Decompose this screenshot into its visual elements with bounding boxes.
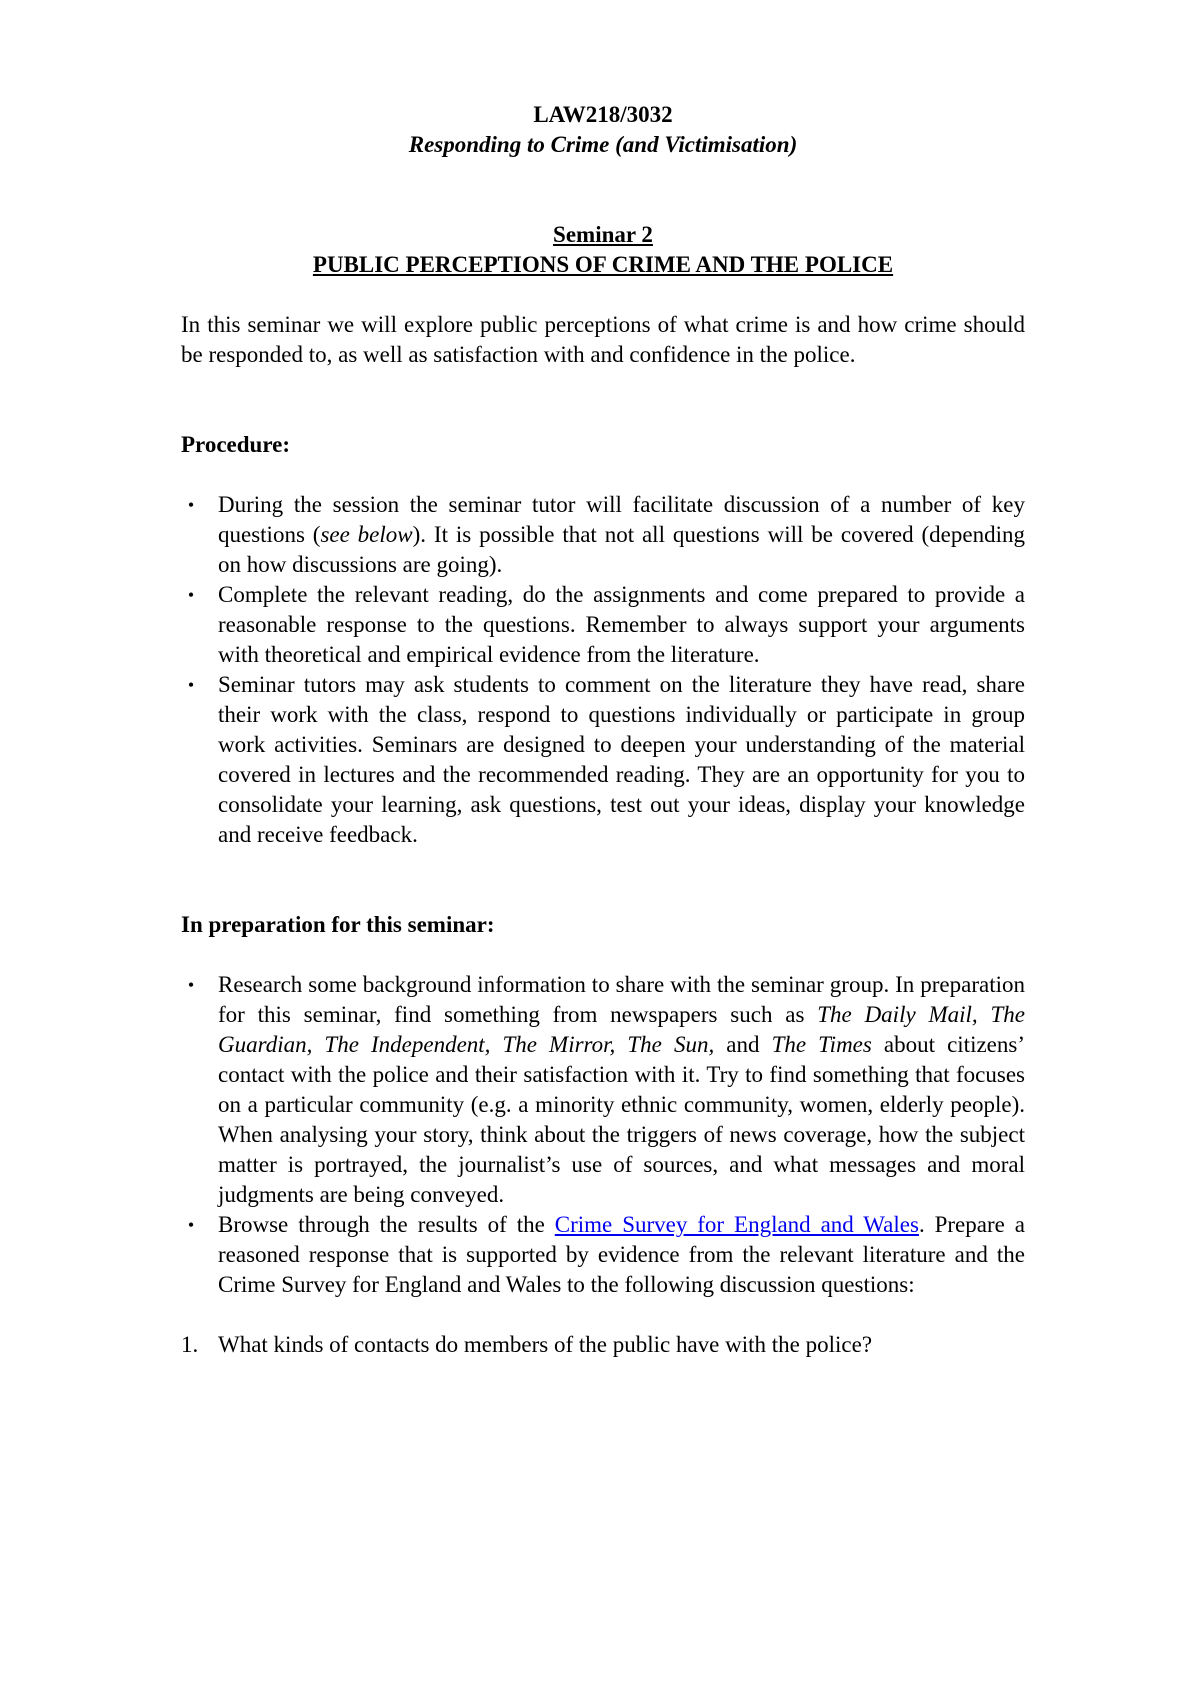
preparation-item-1-text-a: Research some background information to share with the seminar group. In preparation for this seminar, find something from newspapers such as bbox=[218, 972, 1025, 1027]
seminar-number: Seminar 2 bbox=[553, 222, 653, 247]
procedure-heading: Procedure: bbox=[181, 432, 291, 457]
document-page bbox=[181, 100, 1025, 1360]
preparation-item-1-text-b: about citizens’ contact with the police and their satisfaction with it. Try to find something that focuses on a particular community (e.g. a minority ethnic community, women, elderly people). When analysing your story, think about the triggers of news coverage, how the subject matter is portrayed, the journalist’s use of sources, and what messages and moral judgments are being conveyed. bbox=[218, 1032, 1025, 1207]
bullet-icon: • bbox=[187, 585, 195, 605]
procedure-list bbox=[181, 490, 1025, 850]
bullet-icon: • bbox=[187, 975, 195, 995]
bullet-icon: • bbox=[187, 1215, 195, 1235]
preparation-list bbox=[181, 970, 1025, 1300]
discussion-questions bbox=[181, 1330, 1025, 1360]
bullet-icon: • bbox=[187, 495, 195, 515]
preparation-item-2-text-a: Browse through the results of the bbox=[218, 1212, 555, 1237]
course-title: Responding to Crime (and Victimisation) bbox=[408, 132, 798, 157]
question-number: 1. bbox=[181, 1332, 199, 1357]
procedure-item bbox=[181, 670, 1025, 850]
preparation-item-1-and: and bbox=[714, 1032, 772, 1057]
procedure-item-1-italic: see below bbox=[320, 522, 413, 547]
intro-paragraph: In this seminar we will explore public perceptions of what crime is and how crime should be responded to, as well as satisfaction with and confidence in the police. bbox=[181, 312, 1025, 367]
course-code: LAW218/3032 bbox=[533, 102, 673, 127]
procedure-item-1-text-a: During the session the seminar tutor will facilitate discussion of a number of key questions ( bbox=[218, 492, 1025, 547]
procedure-item-1-text-b: ). It is possible that not all questions will be covered (depending on how discussions are going). bbox=[218, 522, 1025, 577]
preparation-item bbox=[181, 970, 1025, 1210]
procedure-item-3-text: Seminar tutors may ask students to comment on the literature they have read, share their work with the class, respond to questions individually or participate in group work activities. Seminars are designed to deepen your understanding of the material covered in lectures and the recommended reading. They are an opportunity for you to consolidate your learning, ask questions, test out your ideas, display your knowledge and receive feedback. bbox=[218, 672, 1025, 847]
procedure-item-2-text: Complete the relevant reading, do the assignments and come prepared to provide a reasonable response to the questions. Remember to always support your arguments with theoretical and empirical evidence from the literature. bbox=[218, 582, 1025, 667]
crime-survey-link[interactable]: Crime Survey for England and Wales bbox=[554, 1212, 919, 1237]
newspaper-times: The Times bbox=[771, 1032, 872, 1057]
preparation-heading: In preparation for this seminar: bbox=[181, 912, 495, 937]
question-text: What kinds of contacts do members of the public have with the police? bbox=[218, 1332, 873, 1357]
bullet-icon: • bbox=[187, 675, 195, 695]
procedure-item bbox=[181, 490, 1025, 580]
procedure-item bbox=[181, 580, 1025, 670]
newspaper-names: The Daily Mail, The Guardian, The Independent, The Mirror, The Sun, bbox=[218, 1002, 1025, 1057]
question-item bbox=[181, 1330, 1025, 1360]
seminar-title: PUBLIC PERCEPTIONS OF CRIME AND THE POLICE bbox=[312, 252, 894, 277]
preparation-item bbox=[181, 1210, 1025, 1300]
preparation-item-2-text-b: . Prepare a reasoned response that is supported by evidence from the relevant literature and the Crime Survey for England and Wales to the following discussion questions: bbox=[218, 1212, 1025, 1297]
